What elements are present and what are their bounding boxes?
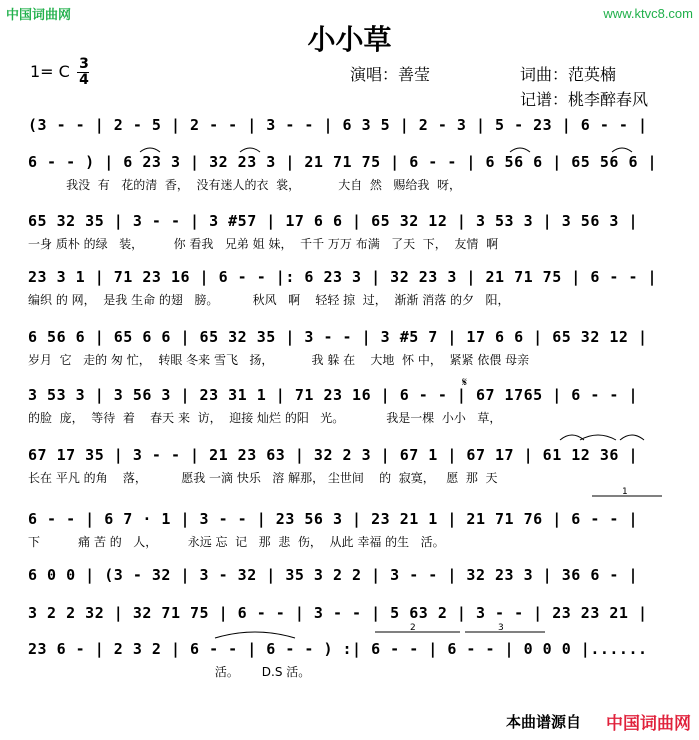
notation-line: 6 - - | 6 7 · 1 | 3 - - | 23 56 3 | 23 21 1 | 21 71 76 | 6 - - | <box>28 510 638 528</box>
transcriber-credit: 记谱：桃李醉春风 <box>520 90 649 109</box>
volta-number-3: 3 <box>498 623 504 633</box>
footer-site: 中国词曲网 <box>606 714 691 734</box>
lyric-line: 长在 平凡 的角 落， 愿我 一滴 快乐 溶 解那， 尘世间 的 寂寞， 愿 那 天 <box>28 471 498 485</box>
lyric-line: 岁月 它 走的 匆 忙， 转眼 冬来 雪飞 扬， 我 躲 在 大地 怀 中， 紧紧 依偎 母亲 <box>28 353 530 367</box>
lyric-line: 编织 的 网， 是我 生命 的翅 膀。 秋风 啊 轻轻 掠 过， 渐渐 消落 的夕 阳， <box>28 293 510 307</box>
notation-line: 65 32 35 | 3 - - | 3 #57 | 17 6 6 | 65 32 12 | 3 53 3 | 3 56 3 | <box>28 212 638 230</box>
slur-mark <box>240 148 260 152</box>
slur-mark <box>620 435 644 440</box>
volta-number-1: 1 <box>622 487 628 497</box>
watermark-left: 中国词曲网 <box>6 7 72 22</box>
time-signature-denominator: 4 <box>79 72 89 88</box>
notation-line: 23 6 - | 2 3 2 | 6 - - | 6 - - ) :| 6 - - | 6 - - | 0 0 0 |...... <box>28 640 648 658</box>
footer-source-label: 本曲谱源自 <box>505 713 581 731</box>
notation-line: 23 3 1 | 71 23 16 | 6 - - |: 6 23 3 | 32 23 3 | 21 71 75 | 6 - - | <box>28 268 658 286</box>
lyric-line: 下 痛 苦 的 人， 永远 忘 记 那 悲 伤， 从此 幸福 的生 活。 <box>28 535 445 549</box>
slur-mark <box>580 435 616 440</box>
lyric-line: 我没 有 花的清 香， 没有迷人的衣 裳， 大自 然 赐给我 呀， <box>28 178 461 192</box>
notation-line: 6 56 6 | 65 6 6 | 65 32 35 | 3 - - | 3 #5 7 | 17 6 6 | 65 32 12 | <box>28 328 648 346</box>
lyric-line: 一身 质朴 的绿 装， 你 看我 兄弟 姐 妹， 千千 万万 布满 了天 下， 友情 啊 <box>28 237 499 251</box>
slur-mark <box>510 148 530 152</box>
segno-sign: 𝄋 <box>462 375 468 389</box>
notation-line: 6 - - ) | 6 23 3 | 32 23 3 | 21 71 75 | 6 - - | 6 56 6 | 65 56 6 | <box>28 153 658 171</box>
composer-credit: 词曲：范英楠 <box>520 65 617 84</box>
singer-credit: 演唱：善莹 <box>350 65 431 84</box>
slur-mark <box>612 148 632 152</box>
slur-mark <box>140 148 160 152</box>
notation-line: 6 0 0 | (3 - 32 | 3 - 32 | 35 3 2 2 | 3 - - | 32 23 3 | 36 6 - | <box>28 566 638 584</box>
slur-mark <box>215 632 295 638</box>
watermark-right: www.ktvc8.com <box>603 6 693 21</box>
notation-line: 3 53 3 | 3 56 3 | 23 31 1 | 71 23 16 | 6 - - | 67 1765 | 6 - - | <box>28 386 638 404</box>
song-title: 小小草 <box>307 23 392 56</box>
notation-line: (3 - - | 2 - 5 | 2 - - | 3 - - | 6 3 5 | 2 - 3 | 5 - 23 | 6 - - | <box>28 116 648 134</box>
notation-line: 67 17 35 | 3 - - | 21 23 63 | 32 2 3 | 67 1 | 67 17 | 61 12 36 | <box>28 446 638 464</box>
key-signature: 1= C <box>30 62 70 81</box>
time-signature-numerator: 3 <box>79 56 89 72</box>
lyric-line: 活。 D.S 活。 <box>28 665 311 679</box>
lyric-line: 的脸 庞， 等待 着 春天 来 访， 迎接 灿烂 的阳 光。 我是一棵 小小 草， <box>28 411 502 425</box>
notation-line: 3 2 2 32 | 32 71 75 | 6 - - | 3 - - | 5 63 2 | 3 - - | 23 23 21 | <box>28 604 648 622</box>
volta-number-2: 2 <box>410 623 416 633</box>
